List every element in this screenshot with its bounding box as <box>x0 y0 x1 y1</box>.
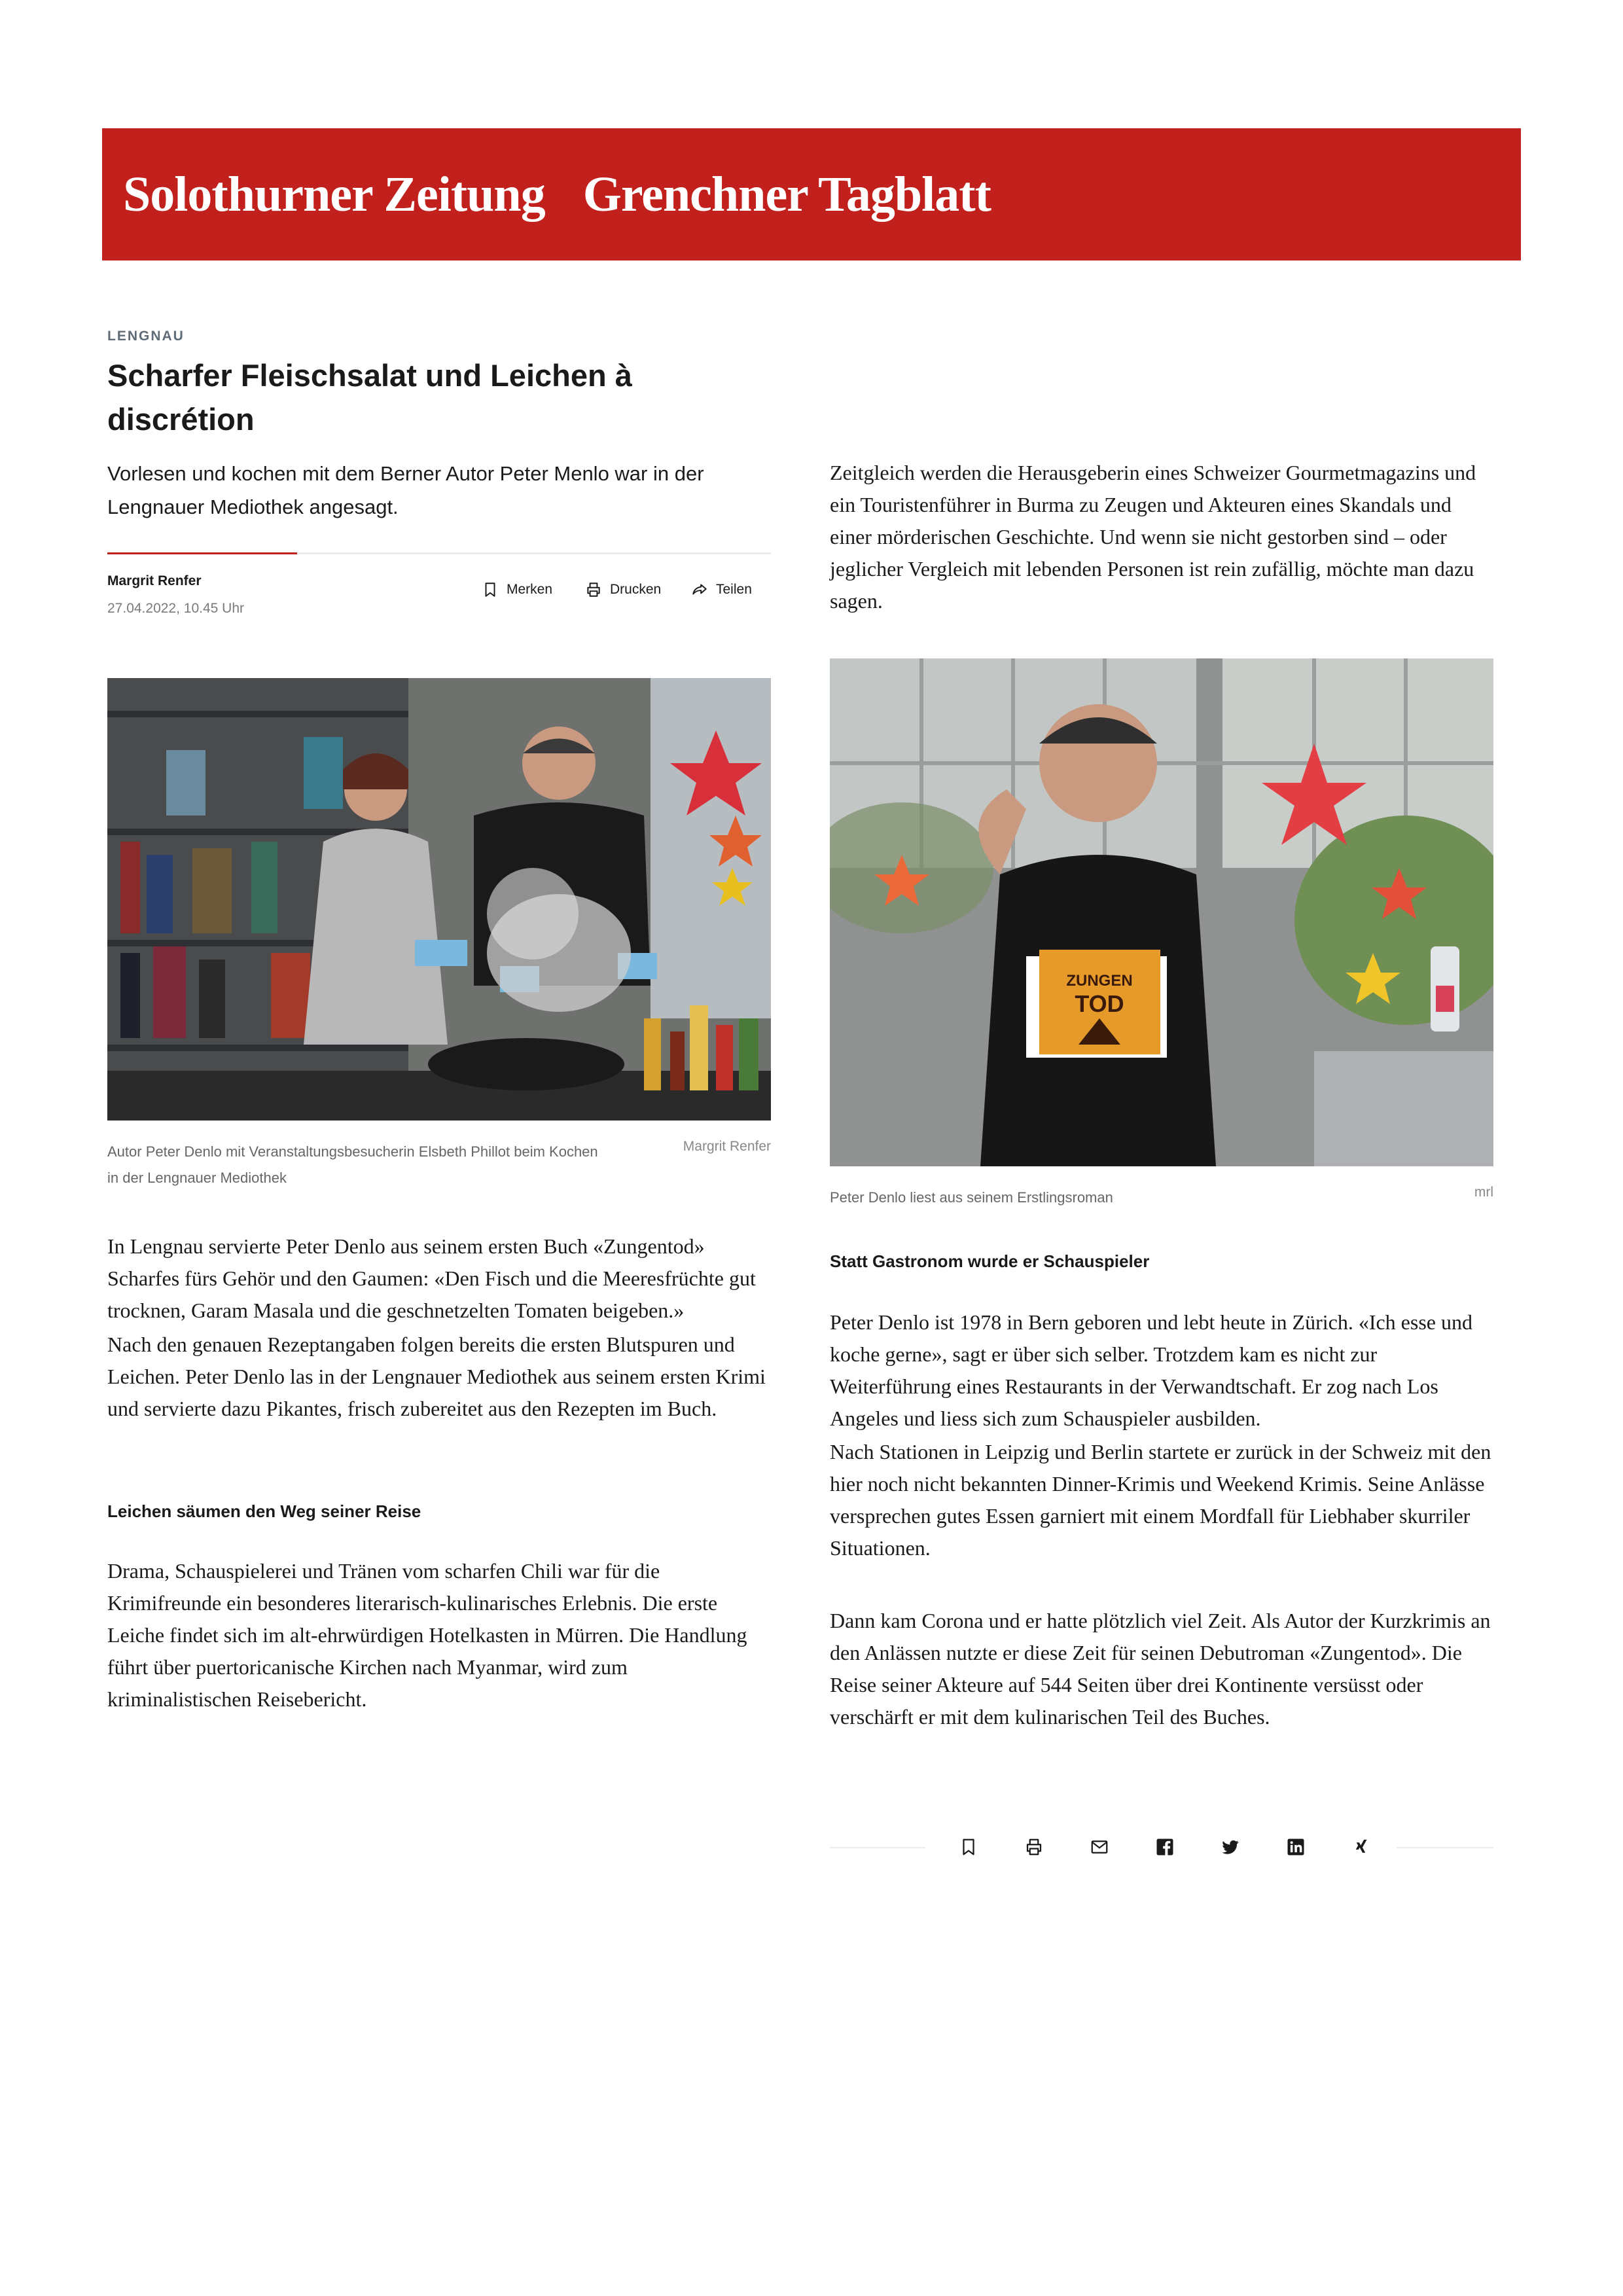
section-subheading: Leichen säumen den Weg seiner Reise <box>107 1501 421 1521</box>
body-paragraph: In Lengnau servierte Peter Denlo aus seinem ersten Buch «Zungentod» Scharfes fürs Gehör und den Gaumen: «Den Fisch und die Meeresfrüchte gut trocknen, Garam Masala und die geschnetzelten Tomaten beigeben.» <box>107 1234 756 1322</box>
save-button[interactable] <box>482 581 552 598</box>
article-lead: Vorlesen und kochen mit dem Berner Autor Peter Menlo war in der Lengnauer Mediothek angesagt. <box>107 462 704 518</box>
image-credit: Margrit Renfer <box>683 1139 771 1154</box>
print-button[interactable] <box>585 581 661 598</box>
article-photo-reading[interactable] <box>830 658 1493 1166</box>
share-button[interactable] <box>691 581 752 598</box>
body-paragraph: Dann kam Corona und er hatte plötzlich viel Zeit. Als Autor der Kurzkrimis an den Anlässen nutzte er diese Zeit für seinen Debutroman «Zungentod». Die Reise seiner Akteure auf 544 Seiten über drei Kontinente versüsst oder verschärft er mit dem kulinarischen Teil des Buches. <box>830 1609 1491 1729</box>
twitter-icon[interactable] <box>1217 1834 1243 1860</box>
share-divider <box>1397 1847 1493 1848</box>
masthead <box>102 128 1521 260</box>
body-paragraph: Drama, Schauspielerei und Tränen vom scharfen Chili war für die Krimifreunde ein besonderes literarisch-kulinarisches Erlebnis. Die erste Leiche findet sich im alt-ehrwürdigen Hotelkasten in Mürren. Die Handlung führt über puertoricanische Kirchen nach Myanmar, wird zum kriminalistischen Reisebericht. <box>107 1559 747 1711</box>
body-paragraph: Nach den genauen Rezeptangaben folgen bereits die ersten Blutspuren und Leichen. Peter Denlo las in der Lengnauer Mediothek aus seinem ersten Krimi und servierte dazu Pikantes, frisch zubereitet aus den Rezepten im Buch. <box>107 1333 766 1420</box>
body-paragraph: Nach Stationen in Leipzig und Berlin startete er zurück in der Schweiz mit den hier noch nicht bekannten Dinner-Krimis und Weekend Krimis. Seine Anlässe versprechen gutes Essen garniert mit einem Mordfall für Liebhaber skurriler Situationen. <box>830 1440 1491 1560</box>
bookmark-icon[interactable] <box>955 1834 982 1860</box>
book-title-line1: ZUNGEN <box>1066 972 1133 990</box>
book-title-line2: TOD <box>1075 990 1124 1017</box>
body-paragraph: Peter Denlo ist 1978 in Bern geboren und lebt heute in Zürich. «Ich esse und koche gerne», sagt er über sich selber. Trotzdem kam es nicht zur Weiterführung eines Restaurants in der Verwandtschaft. Er zog nach Los Angeles und liess sich zum Schauspieler ausbilden. <box>830 1310 1472 1430</box>
linkedin-icon[interactable] <box>1283 1834 1309 1860</box>
publish-date: 27.04.2022, 10.45 Uhr <box>107 601 244 616</box>
section-subheading: Statt Gastronom wurde er Schauspieler <box>830 1251 1150 1271</box>
reading-photo-illustration <box>830 658 1493 1166</box>
divider-accent <box>107 552 297 554</box>
article-headline: Scharfer Fleischsalat und Leichen à discrétion <box>107 358 632 437</box>
share-label: Teilen <box>716 582 752 597</box>
share-icon <box>691 581 708 598</box>
share-divider <box>830 1847 925 1848</box>
facebook-icon[interactable] <box>1152 1834 1178 1860</box>
image-credit: mrl <box>1474 1185 1493 1200</box>
body-paragraph: Zeitgleich werden die Herausgeberin eines Schweizer Gourmetmagazins und ein Touristenführer in Burma zu Zeugen und Akteuren eines Skandals und einer mörderischen Geschichte. Und wenn sie nicht gestorben sind – oder jeglicher Vergleich mit lebenden Personen ist rein zufällig, möchte man dazu sagen. <box>830 461 1476 613</box>
print-icon <box>585 581 602 598</box>
print-label: Drucken <box>610 582 662 597</box>
mail-icon[interactable] <box>1086 1834 1113 1860</box>
print-icon[interactable] <box>1021 1834 1047 1860</box>
share-bar <box>955 1834 1374 1860</box>
xing-icon[interactable] <box>1348 1834 1374 1860</box>
bookmark-icon <box>482 581 499 598</box>
article-photo-cooking[interactable] <box>107 678 771 1121</box>
publication-title-grenchner[interactable]: Grenchner Tagblatt <box>582 166 991 222</box>
author-name: Margrit Renfer <box>107 573 202 588</box>
save-label: Merken <box>507 582 553 597</box>
image-caption: Autor Peter Denlo mit Veranstaltungsbesucherin Elsbeth Phillot beim Kochen in der Lengnauer Mediothek <box>107 1143 598 1186</box>
publication-title-solothurner[interactable]: Solothurner Zeitung <box>123 166 545 222</box>
cooking-photo-illustration <box>107 678 771 1121</box>
image-caption: Peter Denlo liest aus seinem Erstlingsroman <box>830 1189 1113 1206</box>
article-kicker[interactable]: LENGNAU <box>107 329 185 344</box>
